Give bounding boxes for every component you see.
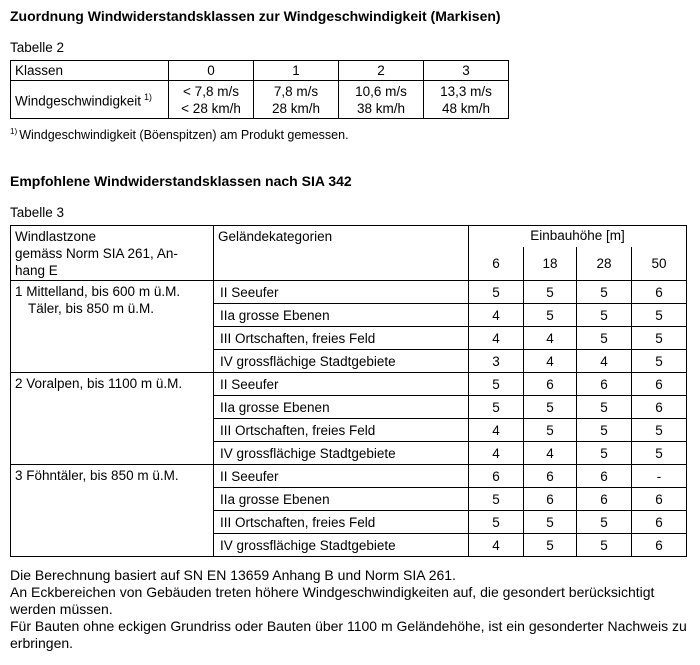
table2-caption: Tabelle 2 xyxy=(10,40,65,55)
value-cell: 5 xyxy=(577,442,632,465)
footnote-text: Windgeschwindigkeit (Böenspitzen) am Produkt gemessen. xyxy=(19,128,349,143)
zone-label-line: 1 Mittelland, bis 600 m ü.M. xyxy=(15,284,181,300)
value-cell: 6 xyxy=(632,396,687,419)
value-cell: 6 xyxy=(632,534,687,557)
value-cell: 5 xyxy=(524,419,577,442)
value-cell: 5 xyxy=(577,396,632,419)
value-cell: 5 xyxy=(524,396,577,419)
value-cell: 5 xyxy=(577,419,632,442)
value-cell: 5 xyxy=(524,511,577,534)
value-cell: 4 xyxy=(469,534,524,557)
note-line: An Eckbereichen von Gebäuden treten höhere Windgeschwindigkeiten auf, die gesondert berücksichtigt xyxy=(10,584,655,601)
value-cell: 4 xyxy=(469,419,524,442)
value-cell: 5 xyxy=(632,350,687,373)
windspeed-label-cell xyxy=(11,81,169,119)
value-cell: 5 xyxy=(469,373,524,396)
section1-heading: Zuordnung Windwiderstandsklassen zur Windgeschwindigkeit (Markisen) xyxy=(10,8,501,24)
value-cell: 6 xyxy=(469,465,524,488)
value-cell: 4 xyxy=(469,327,524,350)
value-cell: 6 xyxy=(632,511,687,534)
category-cell: III Ortschaften, freies Feld xyxy=(214,511,469,534)
windlastzone-line: gemäss Norm SIA 261, An- xyxy=(15,246,178,262)
footnote-ref: 1) xyxy=(144,92,152,103)
value-cell: 6 xyxy=(632,281,687,304)
windlastzone-line: hang E xyxy=(15,263,58,279)
speed-kmh: 38 km/h xyxy=(356,100,406,116)
windspeed-value-cell xyxy=(254,81,339,119)
category-cell: IV grossflächige Stadtgebiete xyxy=(214,442,469,465)
category-cell: II Seeufer xyxy=(214,281,469,304)
einbauhoehe-group-header-cell: Einbauhöhe [m] xyxy=(469,226,687,247)
value-cell: 5 xyxy=(577,534,632,557)
value-cell: 5 xyxy=(632,419,687,442)
category-cell: IIa grosse Ebenen xyxy=(214,304,469,327)
zone-label-line: 3 Föhntäler, bis 850 m ü.M. xyxy=(15,468,179,484)
zone-2-cell xyxy=(11,373,214,465)
table-header-row xyxy=(11,226,687,247)
height-28-header-cell: 28 xyxy=(577,247,632,281)
note-line: Die Berechnung basiert auf SN EN 13659 Anhang B und Norm SIA 261. xyxy=(10,567,456,584)
value-cell: 5 xyxy=(577,281,632,304)
value-cell: 6 xyxy=(524,488,577,511)
windlastzone-header-cell xyxy=(11,226,214,281)
windspeed-label: Windgeschwindigkeit xyxy=(15,93,142,109)
speed-kmh: 48 km/h xyxy=(441,100,491,116)
value-cell: 6 xyxy=(524,465,577,488)
section2-heading: Empfohlene Windwiderstandsklassen nach SIA 342 xyxy=(10,173,352,190)
class-1-cell: 1 xyxy=(254,61,339,81)
height-50-header-cell: 50 xyxy=(632,247,687,281)
class-3-cell: 3 xyxy=(424,61,509,81)
value-cell: 4 xyxy=(469,304,524,327)
table3-caption: Tabelle 3 xyxy=(10,205,65,221)
value-cell: 5 xyxy=(577,327,632,350)
value-cell: - xyxy=(632,465,687,488)
value-cell: 5 xyxy=(632,442,687,465)
value-cell: 4 xyxy=(469,442,524,465)
value-cell: 5 xyxy=(632,327,687,350)
notes-paragraphs xyxy=(10,567,692,652)
value-cell: 5 xyxy=(469,396,524,419)
windspeed-value-cell xyxy=(424,81,509,119)
value-cell: 5 xyxy=(524,534,577,557)
category-cell: IIa grosse Ebenen xyxy=(214,396,469,419)
value-cell: 5 xyxy=(469,488,524,511)
wind-class-table xyxy=(10,225,687,557)
zone-1-cell xyxy=(11,281,214,373)
speed-kmh: 28 km/h xyxy=(271,100,321,116)
value-cell: 5 xyxy=(632,304,687,327)
speed-ms: < 7,8 m/s xyxy=(183,83,239,99)
gelaendekategorien-header-cell: Geländekategorien xyxy=(214,226,469,281)
class-2-cell: 2 xyxy=(339,61,424,81)
value-cell: 5 xyxy=(469,281,524,304)
value-cell: 4 xyxy=(524,327,577,350)
height-18-header-cell: 18 xyxy=(524,247,577,281)
wind-speed-table xyxy=(10,60,509,119)
category-cell: II Seeufer xyxy=(214,465,469,488)
value-cell: 5 xyxy=(524,304,577,327)
value-cell: 6 xyxy=(524,373,577,396)
value-cell: 3 xyxy=(469,350,524,373)
speed-ms: 10,6 m/s xyxy=(355,83,407,99)
windspeed-value-cell xyxy=(169,81,254,119)
class-0-cell: 0 xyxy=(169,61,254,81)
value-cell: 6 xyxy=(632,488,687,511)
value-cell: 6 xyxy=(632,373,687,396)
zone-label-line: 2 Voralpen, bis 1100 m ü.M. xyxy=(15,376,183,392)
category-cell: II Seeufer xyxy=(214,373,469,396)
note-line: Für Bauten ohne eckigen Grundriss oder Bauten über 1100 m Geländehöhe, ist ein gesonderter Nachweis zu xyxy=(10,618,687,635)
note-line: werden müssen. xyxy=(10,601,113,618)
height-6-header-cell: 6 xyxy=(469,247,524,281)
value-cell: 6 xyxy=(577,488,632,511)
table-row xyxy=(11,373,687,396)
zone-label-line: Täler, bis 850 m ü.M. xyxy=(28,301,155,317)
value-cell: 5 xyxy=(577,304,632,327)
table-row xyxy=(11,81,509,119)
table-row xyxy=(11,61,509,81)
category-cell: III Ortschaften, freies Feld xyxy=(214,327,469,350)
zone-3-cell xyxy=(11,465,214,557)
value-cell: 5 xyxy=(524,281,577,304)
value-cell: 4 xyxy=(524,350,577,373)
windlastzone-line: Windlastzone xyxy=(15,229,97,245)
value-cell: 6 xyxy=(577,465,632,488)
category-cell: IV grossflächige Stadtgebiete xyxy=(214,350,469,373)
category-cell: IIa grosse Ebenen xyxy=(214,488,469,511)
windspeed-value-cell xyxy=(339,81,424,119)
table-row xyxy=(11,281,687,304)
value-cell: 4 xyxy=(524,442,577,465)
table-row xyxy=(11,465,687,488)
speed-ms: 13,3 m/s xyxy=(440,83,492,99)
speed-kmh: < 28 km/h xyxy=(181,100,241,116)
klassen-header-cell: Klassen xyxy=(11,61,169,81)
note-line: erbringen. xyxy=(10,635,74,652)
value-cell: 5 xyxy=(577,511,632,534)
value-cell: 4 xyxy=(577,350,632,373)
category-cell: III Ortschaften, freies Feld xyxy=(214,419,469,442)
footnote-marker: 1) xyxy=(10,127,18,136)
speed-ms: 7,8 m/s xyxy=(273,83,319,99)
footnote xyxy=(10,124,692,143)
category-cell: IV grossflächige Stadtgebiete xyxy=(214,534,469,557)
value-cell: 5 xyxy=(469,511,524,534)
value-cell: 6 xyxy=(577,373,632,396)
